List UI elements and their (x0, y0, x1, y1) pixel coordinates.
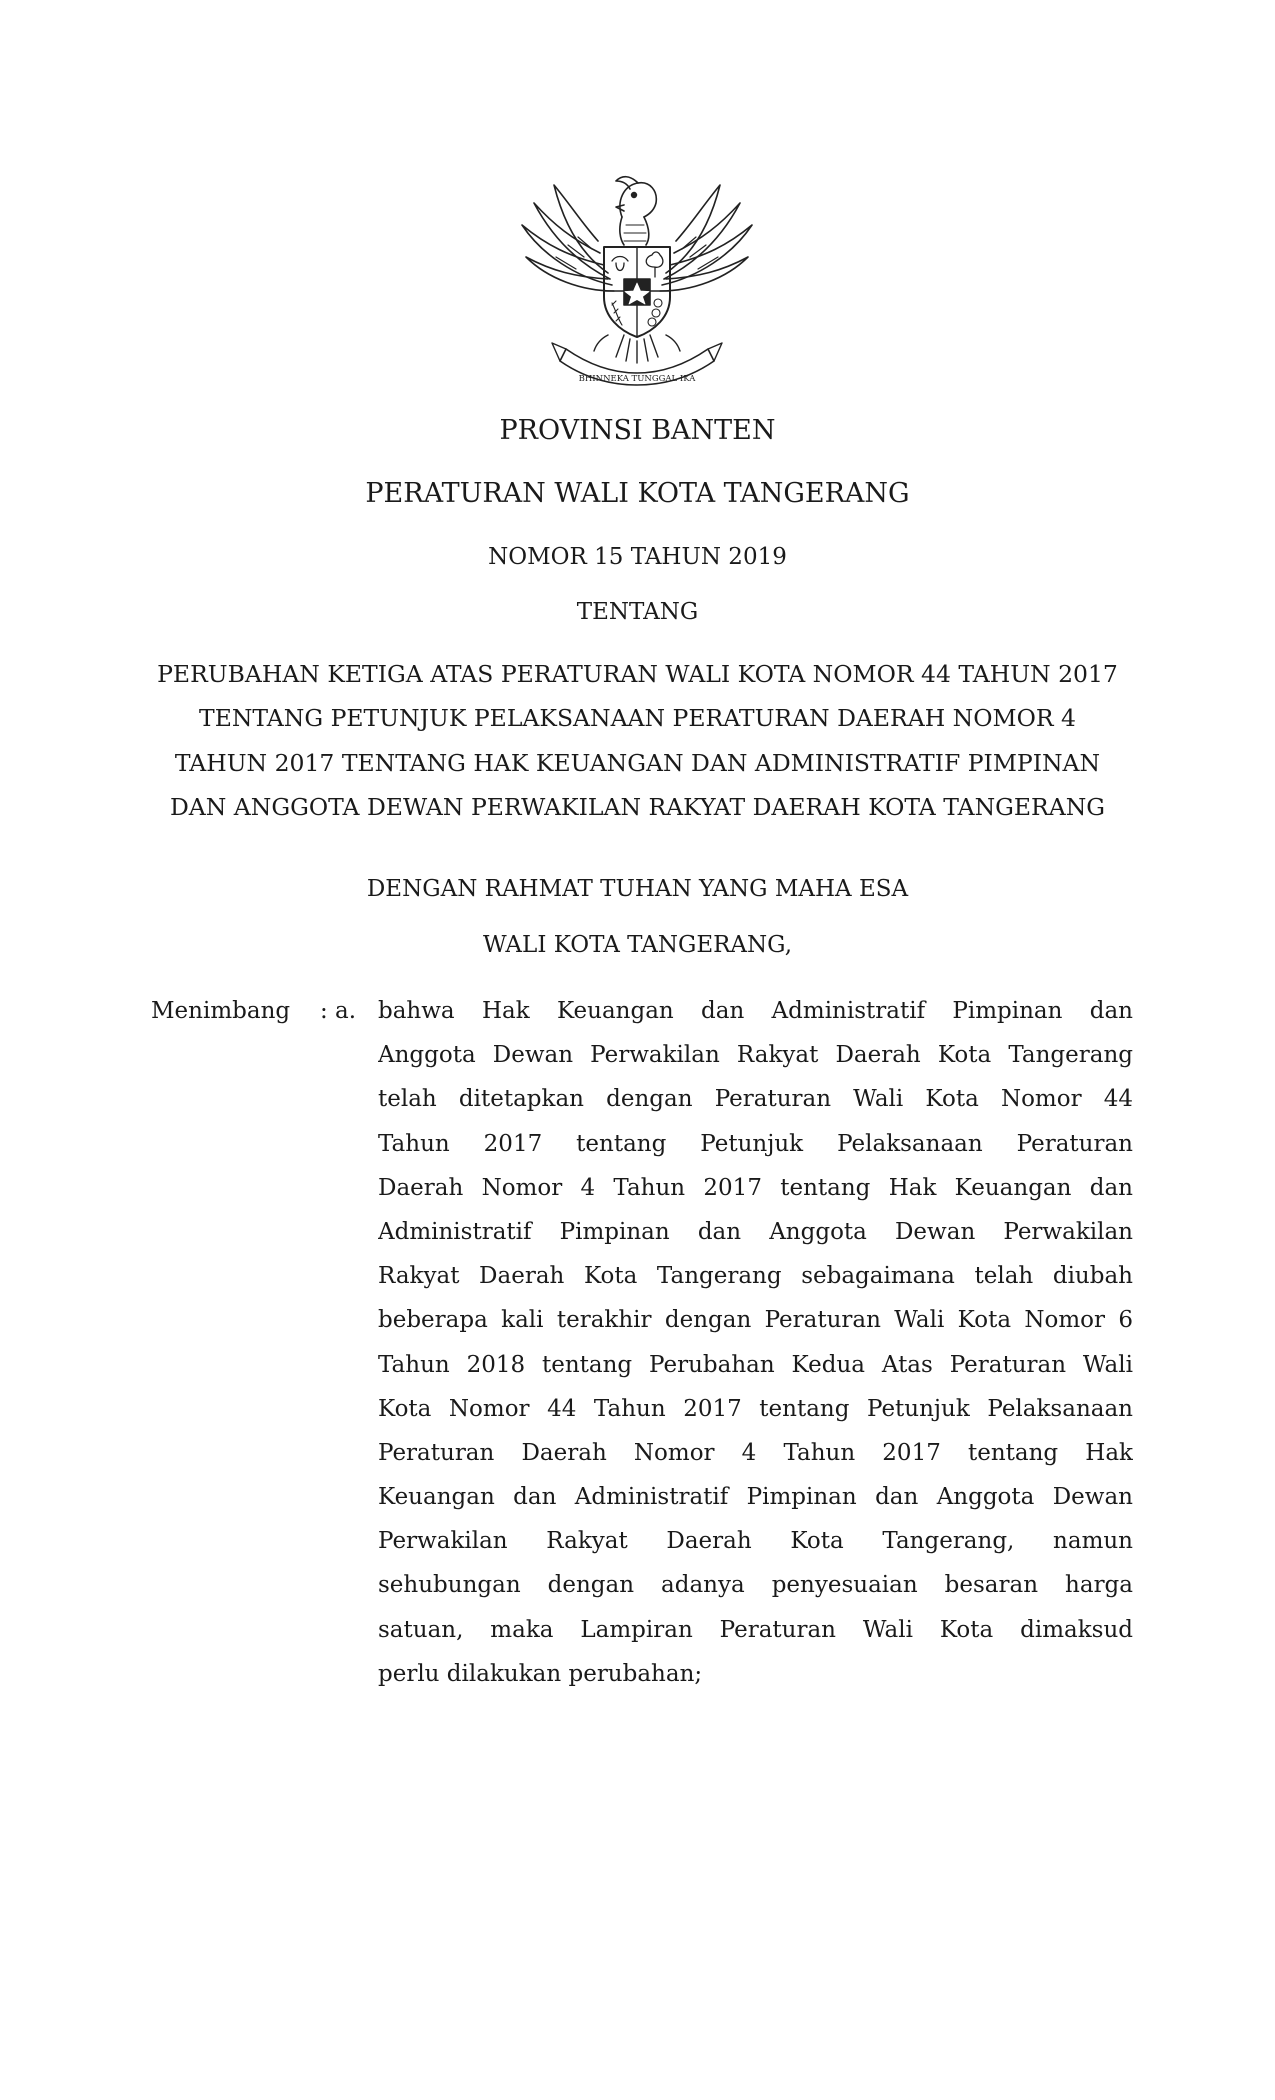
regulation-title (100, 652, 1175, 829)
regulation-number: NOMOR 15 TAHUN 2019 (488, 544, 787, 570)
title-line: TAHUN 2017 TENTANG HAK KEUANGAN DAN ADMINISTRATIF PIMPINAN (174, 748, 1101, 777)
about-heading: TENTANG (576, 599, 699, 625)
paragraph-line: Administratif Pimpinan dan Anggota Dewan Perwakilan (378, 1218, 1133, 1245)
paragraph-line: Kota Nomor 44 Tahun 2017 tentang Petunjuk Pelaksanaan (378, 1395, 1133, 1422)
considering-point-marker: : a. (320, 998, 357, 1024)
paragraph-line: satuan, maka Lampiran Peraturan Wali Kota dimaksud (378, 1616, 1133, 1643)
regulation-type-heading: PERATURAN WALI KOTA TANGERANG (365, 478, 910, 509)
blessing-line: DENGAN RAHMAT TUHAN YANG MAHA ESA (366, 876, 909, 902)
paragraph-line: Rakyat Daerah Kota Tangerang sebagaimana telah diubah (378, 1263, 1133, 1290)
title-line: PERUBAHAN KETIGA ATAS PERATURAN WALI KOTA NOMOR 44 TAHUN 2017 (157, 660, 1118, 688)
considering-paragraph (378, 989, 1133, 1696)
paragraph-line: perlu dilakukan perubahan; (378, 1660, 703, 1687)
paragraph-line: Keuangan dan Administratif Pimpinan dan Anggota Dewan (378, 1484, 1133, 1511)
paragraph-line: Perwakilan Rakyat Daerah Kota Tangerang, namun (378, 1528, 1133, 1555)
paragraph-line: beberapa kali terakhir dengan Peraturan Wali Kota Nomor 6 (378, 1307, 1133, 1334)
official-line: WALI KOTA TANGERANG, (482, 932, 793, 958)
paragraph-line: Anggota Dewan Perwakilan Rakyat Daerah Kota Tangerang (378, 1042, 1133, 1069)
paragraph-line: Peraturan Daerah Nomor 4 Tahun 2017 tentang Hak (378, 1439, 1133, 1466)
paragraph-line: Daerah Nomor 4 Tahun 2017 tentang Hak Keuangan dan (378, 1174, 1133, 1201)
paragraph-line: bahwa Hak Keuangan dan Administratif Pimpinan dan (378, 998, 1133, 1024)
paragraph-line: Tahun 2018 tentang Perubahan Kedua Atas Peraturan Wali (378, 1351, 1133, 1378)
title-line: TENTANG PETUNJUK PELAKSANAAN PERATURAN DAERAH NOMOR 4 (199, 704, 1076, 733)
paragraph-line: telah ditetapkan dengan Peraturan Wali Kota Nomor 44 (378, 1086, 1133, 1113)
title-line: DAN ANGGOTA DEWAN PERWAKILAN RAKYAT DAERAH KOTA TANGERANG (169, 792, 1106, 821)
emblem-motto: BHINNEKA TUNGGAL IKA (578, 374, 696, 384)
paragraph-line: sehubungan dengan adanya penyesuaian besaran harga (378, 1572, 1133, 1599)
garuda-pancasila-emblem (512, 145, 762, 395)
paragraph-line: Tahun 2017 tentang Petunjuk Pelaksanaan Peraturan (378, 1130, 1133, 1157)
province-heading: PROVINSI BANTEN (499, 415, 776, 446)
considering-label: Menimbang (151, 998, 291, 1024)
